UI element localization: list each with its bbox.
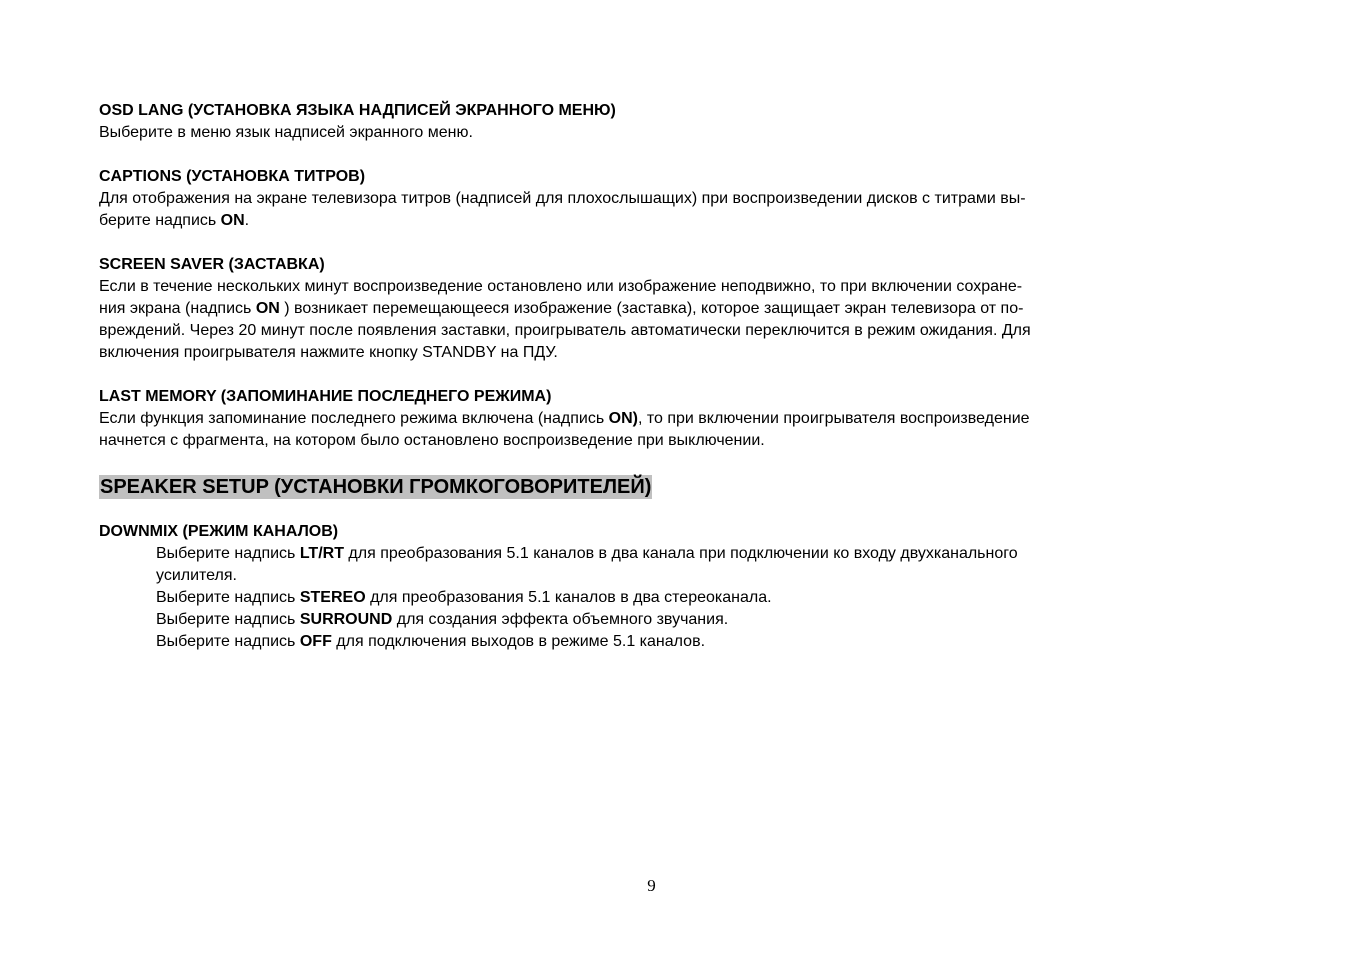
osd-lang-heading: OSD LANG (УСТАНОВКА ЯЗЫКА НАДПИСЕЙ ЭКРАННОГО МЕНЮ) [99,102,616,119]
downmix-option-off: Выберите надпись OFF для подключения выходов в режиме 5.1 каналов. [156,633,706,650]
ltrt-keyword: LT/RT [299,545,344,562]
screen-saver-line-1: Если в течение нескольких минут воспроизведение остановлено или изображение неподвижно, то при включении сохране- [99,278,1023,295]
last-memory-heading: LAST MEMORY (ЗАПОМИНАНИЕ ПОСЛЕДНЕГО РЕЖИМА) [99,388,552,405]
screen-saver-heading: SCREEN SAVER (ЗАСТАВКА) [99,256,325,273]
stereo-keyword: STEREO [299,589,366,606]
surround-keyword: SURROUND [299,611,393,628]
downmix-option-ltrt-cont: усилителя. [156,567,237,584]
document-page [99,100,1229,653]
last-memory-line-1: Если функция запоминание последнего режима включена (надпись ON), то при включении проигрывателя воспроизведение [99,410,1030,427]
last-memory-on-keyword: ON) [608,410,638,427]
page-number: 9 [647,876,656,895]
screen-saver-line-2: ния экрана (надпись ON ) возникает перемещающееся изображение (заставка), которое защищает экран телевизора от по- [99,300,1024,317]
section-downmix [99,521,1229,653]
downmix-option-surround: Выберите надпись SURROUND для создания эффекта объемного звучания. [156,611,729,628]
osd-lang-text: Выберите в меню язык надписей экранного меню. [99,124,473,141]
section-last-memory [99,386,1229,452]
section-osd-lang [99,100,1229,144]
captions-line-1: Для отображения на экране телевизора титров (надписей для плохослышащих) при воспроизведении дисков с титрами вы- [99,190,1026,207]
last-memory-line-2: начнется с фрагмента, на котором было остановлено воспроизведение при выключении. [99,432,765,449]
screen-saver-line-3: вреждений. Через 20 минут после появления заставки, проигрыватель автоматически переключится в режим ожидания. Для [99,322,1031,339]
captions-heading: CAPTIONS (УСТАНОВКА ТИТРОВ) [99,168,366,185]
captions-on-keyword: ON [220,212,245,229]
screen-saver-on-keyword: ON [255,300,280,317]
section-captions [99,166,1229,232]
screen-saver-line-4: включения проигрывателя нажмите кнопку STANDBY на ПДУ. [99,344,558,361]
downmix-heading: DOWNMIX (РЕЖИМ КАНАЛОВ) [99,523,339,540]
off-keyword: OFF [299,633,332,650]
downmix-options [99,543,1229,653]
downmix-option-ltrt: Выберите надпись LT/RT для преобразования 5.1 каналов в два канала при подключении ко входу двухканального [156,545,1018,562]
speaker-setup-title: SPEAKER SETUP (УСТАНОВКИ ГРОМКОГОВОРИТЕЛЕЙ) [100,476,652,498]
section-screen-saver [99,254,1229,364]
downmix-option-stereo: Выберите надпись STEREO для преобразования 5.1 каналов в два стереоканала. [156,589,772,606]
captions-line-2: берите надпись ON. [99,212,250,229]
